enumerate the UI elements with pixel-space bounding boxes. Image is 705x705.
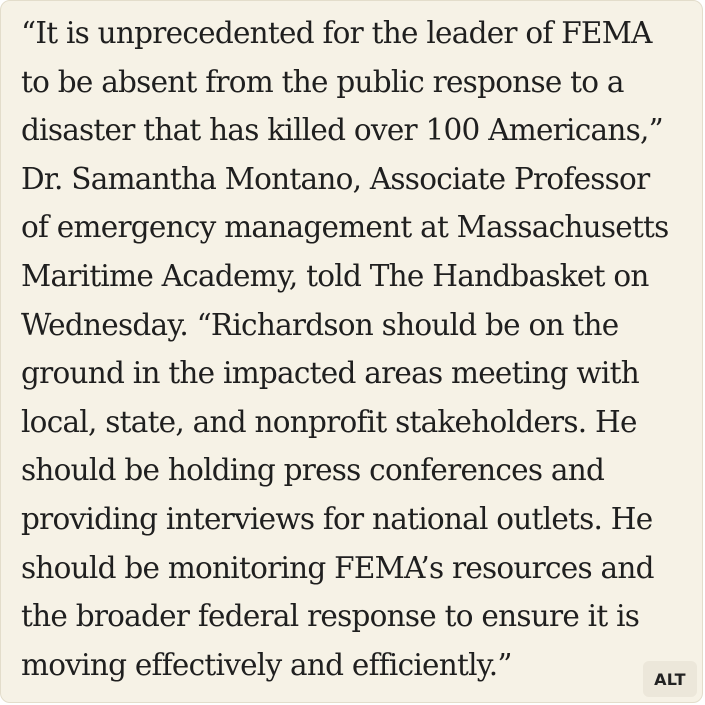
- alt-text-button[interactable]: ALT: [643, 661, 697, 697]
- quote-line: Maritime Academy, told The Handbasket on: [21, 258, 649, 293]
- quote-line: ground in the impacted areas meeting with: [21, 356, 639, 391]
- quote-line: the broader federal response to ensure it is: [21, 599, 640, 634]
- quote-line: moving effectively and efficiently.”: [21, 647, 512, 682]
- quote-line: providing interviews for national outlets. He: [21, 501, 653, 536]
- quote-line: should be holding press conferences and: [21, 453, 605, 488]
- quote-text: [21, 9, 701, 689]
- quote-line: of emergency management at Massachusetts: [21, 210, 669, 245]
- quote-line: to be absent from the public response to a: [21, 64, 624, 99]
- quote-line: local, state, and nonprofit stakeholders. He: [21, 404, 637, 439]
- quote-line: disaster that has killed over 100 Americans,”: [21, 113, 663, 148]
- quote-line: “It is unprecedented for the leader of FEMA: [21, 16, 652, 50]
- quote-line: should be monitoring FEMA’s resources and: [21, 550, 654, 585]
- quote-line: Dr. Samantha Montano, Associate Professor: [21, 161, 650, 196]
- quote-line: Wednesday. “Richardson should be on the: [21, 307, 619, 342]
